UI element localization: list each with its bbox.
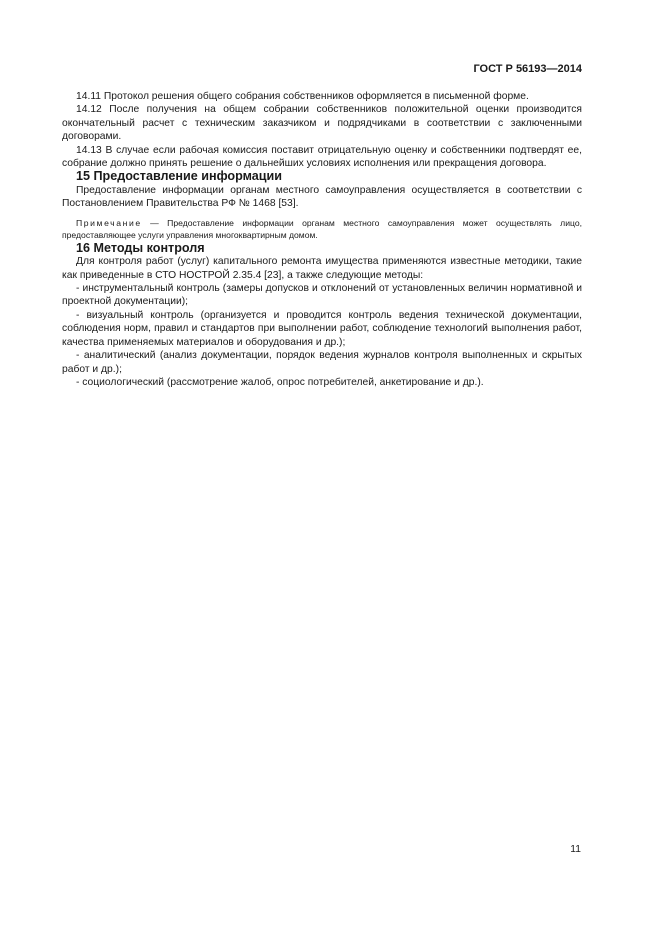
method-item: - визуальный контроль (организуется и проводится контроль ведения технической документации, соблюдения норм, правил и стандартов при выполнении работ, соблюдение технологий выполнения работ, качества применяемых материалов и оборудования и др.); xyxy=(62,309,582,348)
method-item: - аналитический (анализ документации, порядок ведения журналов контроля выполненных и скрытых работ и др.); xyxy=(62,350,582,375)
page-content xyxy=(62,90,582,389)
page-number: 11 xyxy=(570,844,581,855)
note-label: Примечание xyxy=(76,217,142,228)
section-16-intro: Для контроля работ (услуг) капитального ремонта имущества применяются известные методики, такие как приведенные в СТО НОСТРОЙ 2.35.4 [23], а также следующие методы: xyxy=(62,256,582,281)
section-15-note xyxy=(62,217,582,242)
note-text: — Предоставление информации органам местного самоуправления может осуществлять лицо, предоставляющее услуги управления многоквартирным домом. xyxy=(62,217,582,241)
clause-14-12: 14.12 После получения на общем собрании собственников положительной оценки производится окончательный расчет с техническим заказчиком и подрядчиками в соответствии с заключенными договорами. xyxy=(62,104,582,143)
method-item: - социологический (рассмотрение жалоб, опрос потребителей, анкетирование и др.). xyxy=(76,376,484,388)
section-16-heading: 16 Методы контроля xyxy=(76,240,205,255)
section-15-heading: 15 Предоставление информации xyxy=(76,169,283,184)
section-15-text: Предоставление информации органам местного самоуправления осуществляется в соответствии с Постановлением Правительства РФ № 1468 [53]. xyxy=(62,184,582,210)
method-item: - инструментальный контроль (замеры допусков и отклонений от установленных величин нормативной и проектной документации); xyxy=(62,283,582,308)
clause-14-11: 14.11 Протокол решения общего собрания собственников оформляется в письменной форме. xyxy=(76,91,529,102)
document-code: ГОСТ Р 56193—2014 xyxy=(473,63,582,75)
clause-14-13: 14.13 В случае если рабочая комиссия поставит отрицательную оценку и собственники подтвердят ее, собрание должно принять решение о дальнейших условиях исполнения или прекращения договора. xyxy=(62,144,582,170)
